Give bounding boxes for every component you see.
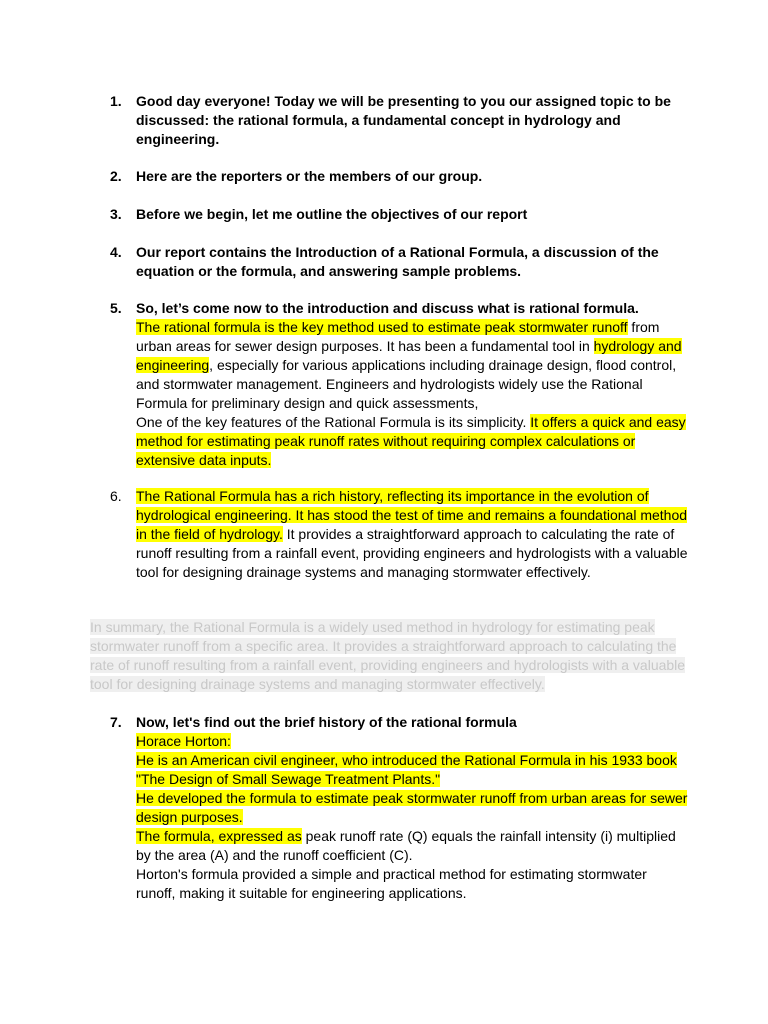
paragraph-text: One of the key features of the Rational Formula is its simplicity. — [136, 414, 531, 430]
list-item-7 — [110, 713, 690, 903]
list-number: 1. — [110, 93, 122, 109]
list-number: 4. — [110, 244, 122, 260]
paragraph-text: peak runoff rate (Q) equals the rainfall intensity (i) multiplied by the area (A) and the runoff coefficient (C). — [136, 828, 676, 863]
section-heading: So, let’s come now to the introduction and discuss what is rational formula. — [136, 300, 639, 316]
list-item-5 — [110, 299, 690, 470]
list-item-4 — [110, 243, 690, 281]
list-item-text: Before we begin, let me outline the objectives of our report — [136, 206, 528, 222]
section-heading: Now, let's find out the brief history of the rational formula — [136, 714, 517, 730]
list-item-text: Here are the reporters or the members of our group. — [136, 168, 483, 184]
list-number: 3. — [110, 206, 122, 222]
paragraph-text: Horton's formula provided a simple and practical method for estimating stormwater runoff, making it suitable for engineering applications. — [136, 866, 647, 901]
paragraph-text: from urban areas for sewer design purposes. It has been a fundamental tool in — [136, 319, 660, 354]
highlighted-text: Horace Horton: — [136, 733, 231, 749]
list-item-text: Our report contains the Introduction of a Rational Formula, a discussion of the equation or the formula, and answering sample problems. — [136, 244, 659, 279]
highlighted-text: hydrology and engineering — [136, 338, 682, 373]
paragraph — [136, 413, 690, 470]
highlighted-text: The rational formula is the key method used to estimate peak stormwater runoff — [136, 319, 628, 335]
list-item-2 — [110, 167, 690, 186]
list-item-3 — [110, 205, 690, 224]
summary-text: In summary, the Rational Formula is a widely used method in hydrology for estimating peak stormwater runoff from a specific area. It provides a straightforward approach to calculating the rate of runoff resulting from a rainfall event, providing engineers and hydrologists with a valuable tool for designing drainage systems and managing stormwater effectively. — [90, 619, 686, 692]
paragraph — [136, 827, 690, 865]
summary-paragraph — [90, 618, 690, 694]
paragraph-text: , especially for various applications including drainage design, flood control, and stormwater management. Engineers and hydrologists widely use the Rational Formula for preliminary design and quick assessments, — [136, 357, 677, 411]
list-item-body — [136, 299, 690, 470]
list-number: 5. — [110, 300, 122, 316]
list-number: 6. — [110, 488, 122, 504]
paragraph-text: It provides a straightforward approach to calculating the rate of runoff resulting from a rainfall event, providing engineers and hydrologists with a valuable tool for designing drainage systems and managing stormwater effectively. — [136, 526, 688, 580]
list-item-1 — [110, 92, 690, 149]
list-number: 2. — [110, 168, 122, 184]
highlighted-text: He is an American civil engineer, who introduced the Rational Formula in his 1933 book "The Design of Small Sewage Treatment Plants." — [136, 752, 677, 787]
list-number: 7. — [110, 714, 122, 730]
highlighted-text: It offers a quick and easy method for estimating peak runoff rates without requiring complex calculations or extensive data inputs. — [136, 414, 686, 468]
list-item-body — [136, 487, 690, 582]
highlighted-text: The Rational Formula has a rich history, reflecting its importance in the evolution of hydrological engineering. It has stood the test of time and remains a foundational method in the field of hydrology. — [136, 488, 688, 542]
list-item-text: Good day everyone! Today we will be presenting to you our assigned topic to be discussed: the rational formula, a fundamental concept in hydrology and engineering. — [136, 93, 671, 147]
highlighted-text: The formula, expressed as — [136, 828, 302, 844]
highlighted-text: He developed the formula to estimate peak stormwater runoff from urban areas for sewer design purposes. — [136, 790, 688, 825]
list-item-6 — [110, 487, 690, 582]
list-item-body — [136, 713, 690, 903]
paragraph — [136, 318, 690, 413]
